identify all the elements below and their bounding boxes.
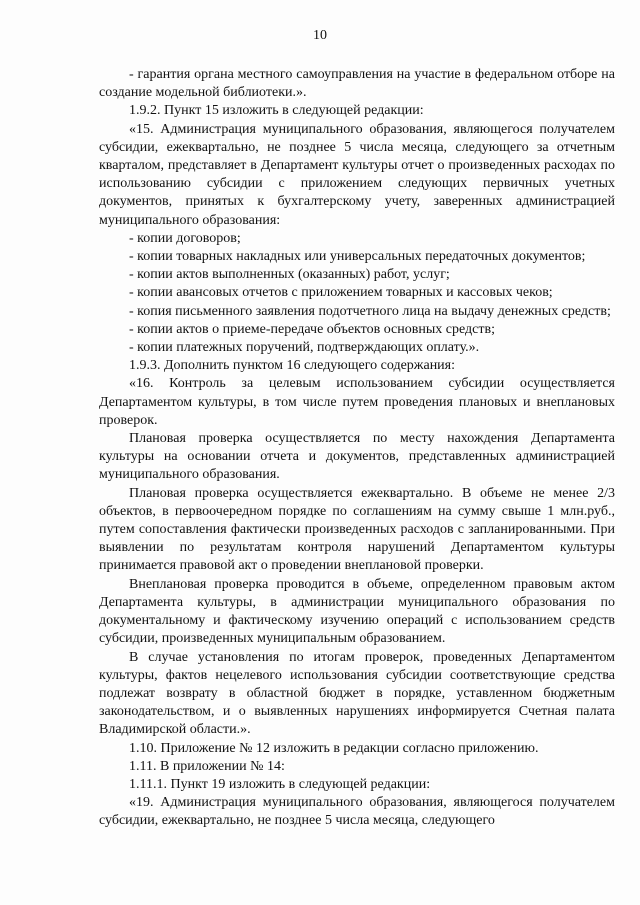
page-number: 10	[313, 28, 327, 43]
list-item: - копия письменного заявления подотчетного лица на выдачу денежных средств;	[129, 303, 611, 319]
list-item: - копии договоров;	[129, 230, 241, 246]
paragraph: «19. Администрация муниципального образования, являющегося получателем субсидии, ежеквартально, не позднее 5 числа месяца, следующего	[99, 795, 615, 829]
paragraph: Внеплановая проверка проводится в объеме, определенном правовым актом Департамента культуры, в администрации муниципального образования по документальному и фактическому изучению операций с использованием средств субсидии, произведенных муниципальным образованием.	[99, 576, 615, 647]
paragraph: Плановая проверка осуществляется ежеквартально. В объеме не менее 2/3 объектов, в первоочередном порядке по соглашениям на сумму свыше 1 млн.руб., путем сопоставления фактически произведенных расходов с запланированными. При выявлении по результатам контроля нарушений Департаментом культуры принимается правовой акт о проведении внеплановой проверки.	[99, 485, 615, 574]
paragraph: 1.11. В приложении № 14:	[129, 758, 285, 774]
paragraph: «15. Администрация муниципального образования, являющегося получателем субсидии, ежеквартально, не позднее 5 числа месяца, следующего за отчетным кварталом, представляет в Департамент культуры отчет о произведенных расходах по использованию субсидии с приложением следующих первичных учетных документов, принятых к бухгалтерскому учету, заверенных администрацией муниципального образования:	[99, 121, 615, 228]
paragraph: 1.10. Приложение № 12 изложить в редакции согласно приложению.	[129, 740, 539, 756]
list-item: - копии платежных поручений, подтверждающих оплату.».	[129, 340, 480, 356]
paragraph: «16. Контроль за целевым использованием субсидии осуществляется Департаментом культуры, в том числе путем проведения плановых и внеплановых проверок.	[99, 376, 615, 428]
paragraph: Плановая проверка осуществляется по месту нахождения Департамента культуры на основании отчета и документов, представленных администрацией муниципального образования.	[99, 431, 615, 483]
paragraph: 1.9.2. Пункт 15 изложить в следующей редакции:	[129, 103, 424, 119]
document-body	[99, 66, 615, 831]
list-item: - копии авансовых отчетов с приложением товарных и кассовых чеков;	[129, 285, 553, 301]
list-item: - копии актов о приеме-передаче объектов основных средств;	[129, 321, 495, 337]
list-item: - копии товарных накладных или универсальных передаточных документов;	[129, 249, 586, 265]
list-item: - копии актов выполненных (оказанных) работ, услуг;	[129, 267, 450, 283]
paragraph: 1.9.3. Дополнить пунктом 16 следующего содержания:	[129, 358, 456, 374]
paragraph: В случае установления по итогам проверок, проведенных Департаментом культуры, фактов нецелевого использования субсидии соответствующие средства подлежат возврату в областной бюджет в порядке, уставленном бюджетным законодательством, и о выявленных нарушениях информируется Счетная палата Владимирской области.».	[99, 649, 615, 738]
paragraph: 1.11.1. Пункт 19 изложить в следующей редакции:	[129, 776, 431, 792]
paragraph: - гарантия органа местного самоуправления на участие в федеральном отборе на создание модельной библиотеки.».	[99, 67, 615, 101]
